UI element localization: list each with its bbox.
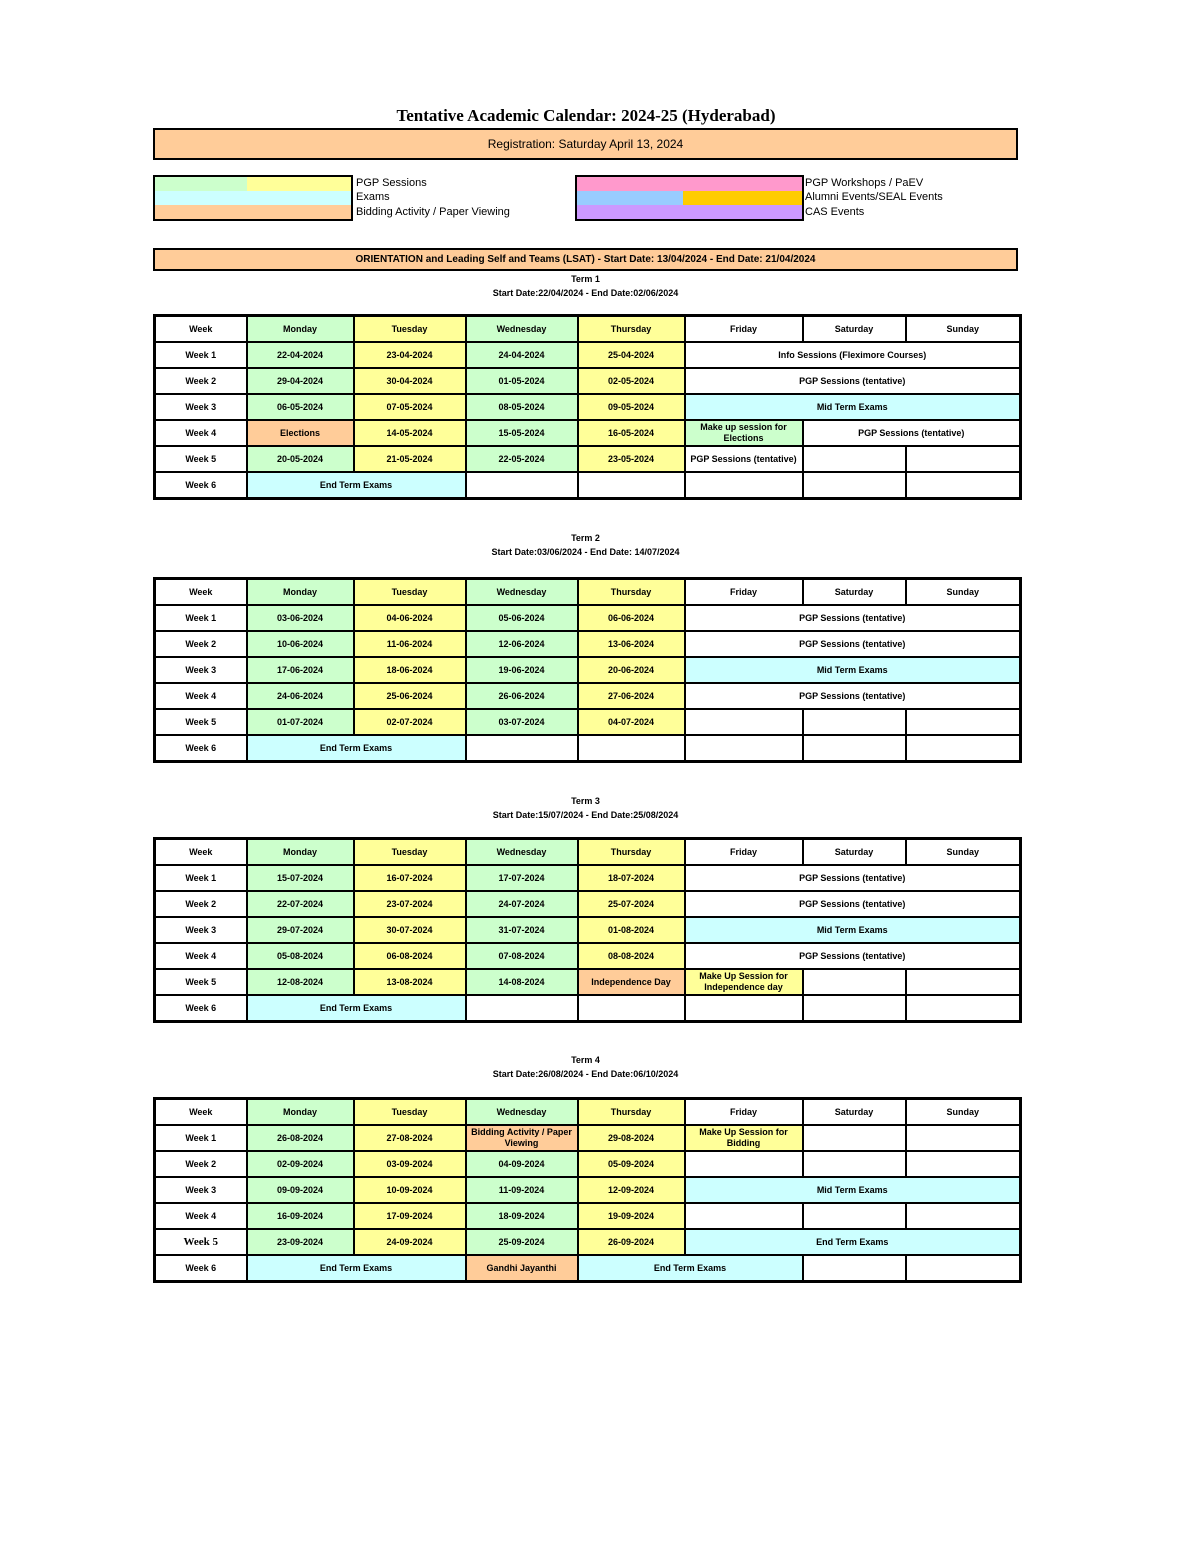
term-dates: Start Date:22/04/2024 - End Date:02/06/2024 — [492, 288, 679, 298]
friday-cell: PGP Sessions (tentative) — [685, 446, 803, 472]
tuesday-cell: 02-07-2024 — [354, 709, 466, 735]
tuesday-cell: 07-05-2024 — [354, 394, 466, 420]
monday-cell: 15-07-2024 — [247, 865, 354, 891]
table-row — [155, 394, 1021, 420]
legend-swatch-workshops — [577, 177, 802, 191]
term-4-table — [153, 1097, 1022, 1283]
week-label: Week 5 — [155, 709, 247, 735]
header-row — [155, 839, 1021, 866]
header-tuesday: Tuesday — [354, 316, 466, 343]
wednesday-cell — [466, 995, 578, 1022]
legend-swatch-pgp-yellow — [247, 177, 351, 191]
header-thursday: Thursday — [578, 579, 685, 606]
header-saturday: Saturday — [803, 839, 906, 866]
end-term-exams-cell: End Term Exams — [247, 995, 466, 1022]
tuesday-cell: 17-09-2024 — [354, 1203, 466, 1229]
wednesday-cell: 24-07-2024 — [466, 891, 578, 917]
end-term-exams-cell: End Term Exams — [685, 1229, 1021, 1255]
week-label: Week 1 — [155, 605, 247, 631]
sunday-cell — [906, 446, 1021, 472]
thursday-cell — [578, 735, 685, 762]
term-dates: Start Date:26/08/2024 - End Date:06/10/2024 — [492, 1069, 679, 1079]
thursday-cell: 09-05-2024 — [578, 394, 685, 420]
page-title: Tentative Academic Calendar: 2024-25 (Hyderabad) — [396, 106, 776, 125]
monday-cell: 17-06-2024 — [247, 657, 354, 683]
header-monday: Monday — [247, 579, 354, 606]
wednesday-cell: 14-08-2024 — [466, 969, 578, 995]
week-label: Week 2 — [155, 1151, 247, 1177]
header-friday: Friday — [685, 579, 803, 606]
saturday-cell — [803, 735, 906, 762]
table-row — [155, 683, 1021, 709]
week-label: Week 6 — [155, 735, 247, 762]
table-row — [155, 657, 1021, 683]
wednesday-cell: 15-05-2024 — [466, 420, 578, 446]
thursday-cell: 26-09-2024 — [578, 1229, 685, 1255]
header-wednesday: Wednesday — [466, 839, 578, 866]
term-1-heading — [153, 272, 1018, 300]
header-saturday: Saturday — [803, 316, 906, 343]
thursday-cell: 19-09-2024 — [578, 1203, 685, 1229]
wednesday-cell: 11-09-2024 — [466, 1177, 578, 1203]
term-dates: Start Date:03/06/2024 - End Date: 14/07/2024 — [491, 547, 680, 557]
tuesday-cell: 14-05-2024 — [354, 420, 466, 446]
thursday-cell: 04-07-2024 — [578, 709, 685, 735]
weekend-cell: PGP Sessions (tentative) — [685, 865, 1021, 891]
header-tuesday: Tuesday — [354, 579, 466, 606]
header-wednesday: Wednesday — [466, 1099, 578, 1126]
wednesday-cell: 12-06-2024 — [466, 631, 578, 657]
thursday-cell: 27-06-2024 — [578, 683, 685, 709]
sunday-cell — [906, 1151, 1021, 1177]
saturday-cell — [803, 472, 906, 499]
thursday-cell: 13-06-2024 — [578, 631, 685, 657]
tuesday-cell: 27-08-2024 — [354, 1125, 466, 1151]
table-row — [155, 472, 1021, 499]
week-label: Week 4 — [155, 1203, 247, 1229]
header-sunday: Sunday — [906, 316, 1021, 343]
tuesday-cell: 23-07-2024 — [354, 891, 466, 917]
week-label: Week 1 — [155, 1125, 247, 1151]
week-label: Week 3 — [155, 394, 247, 420]
thursday-cell: 25-07-2024 — [578, 891, 685, 917]
week-label: Week 3 — [155, 1177, 247, 1203]
thursday-cell: 05-09-2024 — [578, 1151, 685, 1177]
legend-swatch-alumni-blue — [577, 191, 683, 205]
header-thursday: Thursday — [578, 1099, 685, 1126]
header-tuesday: Tuesday — [354, 839, 466, 866]
tuesday-cell: 03-09-2024 — [354, 1151, 466, 1177]
header-thursday: Thursday — [578, 839, 685, 866]
sunday-cell — [906, 995, 1021, 1022]
weekend-cell: PGP Sessions (tentative) — [685, 368, 1021, 394]
term-1-table — [153, 314, 1022, 500]
tuesday-cell: 10-09-2024 — [354, 1177, 466, 1203]
table-row — [155, 631, 1021, 657]
mid-term-exams-cell: Mid Term Exams — [685, 1177, 1021, 1203]
monday-cell: 05-08-2024 — [247, 943, 354, 969]
weekend-cell: PGP Sessions (tentative) — [685, 605, 1021, 631]
term-dates: Start Date:15/07/2024 - End Date:25/08/2024 — [492, 810, 679, 820]
thursday-cell: 06-06-2024 — [578, 605, 685, 631]
table-row — [155, 342, 1021, 368]
bidding-activity-cell: Bidding Activity / Paper Viewing — [466, 1125, 578, 1151]
wednesday-cell: 07-08-2024 — [466, 943, 578, 969]
header-monday: Monday — [247, 316, 354, 343]
wednesday-cell: 05-06-2024 — [466, 605, 578, 631]
thursday-cell: 16-05-2024 — [578, 420, 685, 446]
week-label: Week 6 — [155, 472, 247, 499]
term-3-heading — [153, 794, 1018, 822]
week-label: Week 5 — [155, 969, 247, 995]
week-label: Week 4 — [155, 943, 247, 969]
header-week: Week — [155, 316, 247, 343]
orientation-banner — [153, 248, 1018, 271]
table-row — [155, 1229, 1021, 1255]
header-tuesday: Tuesday — [354, 1099, 466, 1126]
legend-swatch-exams — [155, 191, 351, 205]
term-title: Term 1 — [571, 274, 600, 284]
legend-label-alumni: Alumni Events/SEAL Events — [805, 191, 943, 203]
week-label: Week 6 — [155, 995, 247, 1022]
monday-cell: 24-06-2024 — [247, 683, 354, 709]
legend-label-bidding: Bidding Activity / Paper Viewing — [356, 206, 510, 218]
table-row — [155, 1125, 1021, 1151]
saturday-cell — [803, 1125, 906, 1151]
end-term-exams-cell: End Term Exams — [578, 1255, 803, 1282]
friday-cell — [685, 1151, 803, 1177]
wednesday-cell: 01-05-2024 — [466, 368, 578, 394]
table-row — [155, 865, 1021, 891]
header-saturday: Saturday — [803, 1099, 906, 1126]
legend-swatch-cas — [577, 205, 802, 219]
legend-left-swatches — [153, 175, 353, 221]
tuesday-cell: 25-06-2024 — [354, 683, 466, 709]
friday-cell — [685, 995, 803, 1022]
header-saturday: Saturday — [803, 579, 906, 606]
mid-term-exams-cell: Mid Term Exams — [685, 394, 1021, 420]
makeup-session-cell: Make Up Session for Independence day — [685, 969, 803, 995]
weekend-cell: PGP Sessions (tentative) — [685, 943, 1021, 969]
tuesday-cell: 16-07-2024 — [354, 865, 466, 891]
table-row — [155, 943, 1021, 969]
weekend-cell: PGP Sessions (tentative) — [685, 631, 1021, 657]
independence-day-cell: Independence Day — [578, 969, 685, 995]
wednesday-cell — [466, 472, 578, 499]
sunday-cell — [906, 735, 1021, 762]
monday-cell: 12-08-2024 — [247, 969, 354, 995]
tuesday-cell: 13-08-2024 — [354, 969, 466, 995]
term-title: Term 4 — [571, 1055, 600, 1065]
term-title: Term 3 — [571, 796, 600, 806]
table-row — [155, 995, 1021, 1022]
thursday-cell: 18-07-2024 — [578, 865, 685, 891]
monday-cell: 01-07-2024 — [247, 709, 354, 735]
thursday-cell — [578, 472, 685, 499]
tuesday-cell: 30-04-2024 — [354, 368, 466, 394]
monday-cell: 20-05-2024 — [247, 446, 354, 472]
tuesday-cell: 24-09-2024 — [354, 1229, 466, 1255]
header-friday: Friday — [685, 316, 803, 343]
tuesday-cell: 21-05-2024 — [354, 446, 466, 472]
table-row — [155, 1177, 1021, 1203]
header-wednesday: Wednesday — [466, 316, 578, 343]
weekend-cell: PGP Sessions (tentative) — [685, 683, 1021, 709]
table-row — [155, 735, 1021, 762]
monday-cell: 02-09-2024 — [247, 1151, 354, 1177]
monday-cell: 29-04-2024 — [247, 368, 354, 394]
monday-cell: 03-06-2024 — [247, 605, 354, 631]
legend-swatch-pgp-green — [155, 177, 247, 191]
week-label: Week 2 — [155, 891, 247, 917]
tuesday-cell: 18-06-2024 — [354, 657, 466, 683]
term-2-heading — [153, 531, 1018, 559]
legend-swatch-alumni-orange — [683, 191, 802, 205]
legend-label-pgp: PGP Sessions — [356, 177, 427, 189]
makeup-session-cell: Make up session for Elections — [685, 420, 803, 446]
friday-cell — [685, 1203, 803, 1229]
gandhi-jayanthi-cell: Gandhi Jayanthi — [466, 1255, 578, 1282]
week-label: Week 1 — [155, 342, 247, 368]
week-label: Week 3 — [155, 917, 247, 943]
term-4-heading — [153, 1053, 1018, 1081]
friday-cell — [685, 472, 803, 499]
header-week: Week — [155, 579, 247, 606]
term-title: Term 2 — [571, 533, 600, 543]
sunday-cell — [906, 709, 1021, 735]
header-row — [155, 1099, 1021, 1126]
table-row — [155, 420, 1021, 446]
week-label: Week 5 — [155, 1229, 247, 1255]
wednesday-cell: 08-05-2024 — [466, 394, 578, 420]
legend-label-cas: CAS Events — [805, 206, 865, 218]
table-row — [155, 446, 1021, 472]
sunday-cell — [906, 1203, 1021, 1229]
table-row — [155, 709, 1021, 735]
monday-cell: 16-09-2024 — [247, 1203, 354, 1229]
end-term-exams-cell: End Term Exams — [247, 1255, 466, 1282]
saturday-cell — [803, 1255, 906, 1282]
week-label: Week 2 — [155, 368, 247, 394]
header-thursday: Thursday — [578, 316, 685, 343]
wednesday-cell: 22-05-2024 — [466, 446, 578, 472]
tuesday-cell: 23-04-2024 — [354, 342, 466, 368]
tuesday-cell: 11-06-2024 — [354, 631, 466, 657]
sunday-cell — [906, 472, 1021, 499]
saturday-cell — [803, 1203, 906, 1229]
table-row — [155, 1151, 1021, 1177]
week-label: Week 2 — [155, 631, 247, 657]
thursday-cell: 29-08-2024 — [578, 1125, 685, 1151]
header-friday: Friday — [685, 839, 803, 866]
header-week: Week — [155, 839, 247, 866]
header-row — [155, 579, 1021, 606]
wednesday-cell: 18-09-2024 — [466, 1203, 578, 1229]
header-row — [155, 316, 1021, 343]
thursday-cell: 25-04-2024 — [578, 342, 685, 368]
weekend-cell: PGP Sessions (tentative) — [685, 891, 1021, 917]
monday-cell: 26-08-2024 — [247, 1125, 354, 1151]
header-friday: Friday — [685, 1099, 803, 1126]
legend-right-swatches — [575, 175, 804, 221]
friday-cell — [685, 709, 803, 735]
registration-banner — [153, 128, 1018, 160]
wednesday-cell: 26-06-2024 — [466, 683, 578, 709]
mid-term-exams-cell: Mid Term Exams — [685, 657, 1021, 683]
week-label: Week 4 — [155, 683, 247, 709]
wednesday-cell — [466, 735, 578, 762]
monday-cell: 29-07-2024 — [247, 917, 354, 943]
registration-text: Registration: Saturday April 13, 2024 — [487, 137, 684, 151]
sunday-cell — [906, 1255, 1021, 1282]
monday-cell: 23-09-2024 — [247, 1229, 354, 1255]
end-term-exams-cell: End Term Exams — [247, 735, 466, 762]
wednesday-cell: 04-09-2024 — [466, 1151, 578, 1177]
sunday-cell — [906, 969, 1021, 995]
thursday-cell: 12-09-2024 — [578, 1177, 685, 1203]
legend-label-workshops: PGP Workshops / PaEV — [805, 177, 924, 189]
week-label: Week 3 — [155, 657, 247, 683]
saturday-cell — [803, 709, 906, 735]
saturday-cell — [803, 446, 906, 472]
week-label: Week 4 — [155, 420, 247, 446]
sunday-cell — [906, 1125, 1021, 1151]
orientation-text: ORIENTATION and Leading Self and Teams (LSAT) - Start Date: 13/04/2024 - End Date: 21/04/2024 — [355, 254, 816, 265]
elections-cell: Elections — [247, 420, 354, 446]
wednesday-cell: 03-07-2024 — [466, 709, 578, 735]
header-monday: Monday — [247, 1099, 354, 1126]
table-row — [155, 1255, 1021, 1282]
wednesday-cell: 31-07-2024 — [466, 917, 578, 943]
tuesday-cell: 30-07-2024 — [354, 917, 466, 943]
header-wednesday: Wednesday — [466, 579, 578, 606]
term-2-table — [153, 577, 1022, 763]
makeup-session-cell: Make Up Session for Bidding — [685, 1125, 803, 1151]
header-sunday: Sunday — [906, 839, 1021, 866]
table-row — [155, 1203, 1021, 1229]
thursday-cell: 02-05-2024 — [578, 368, 685, 394]
header-week: Week — [155, 1099, 247, 1126]
saturday-cell — [803, 969, 906, 995]
monday-cell: 06-05-2024 — [247, 394, 354, 420]
saturday-cell — [803, 1151, 906, 1177]
week-label: Week 1 — [155, 865, 247, 891]
legend-swatch-bidding — [155, 205, 351, 219]
weekend-cell: Info Sessions (Fleximore Courses) — [685, 342, 1021, 368]
thursday-cell: 01-08-2024 — [578, 917, 685, 943]
tuesday-cell: 06-08-2024 — [354, 943, 466, 969]
mid-term-exams-cell: Mid Term Exams — [685, 917, 1021, 943]
friday-cell — [685, 735, 803, 762]
week-label: Week 6 — [155, 1255, 247, 1282]
wednesday-cell: 25-09-2024 — [466, 1229, 578, 1255]
weekend-cell: PGP Sessions (tentative) — [803, 420, 1021, 446]
header-monday: Monday — [247, 839, 354, 866]
thursday-cell: 08-08-2024 — [578, 943, 685, 969]
monday-cell: 22-04-2024 — [247, 342, 354, 368]
monday-cell: 10-06-2024 — [247, 631, 354, 657]
wednesday-cell: 19-06-2024 — [466, 657, 578, 683]
table-row — [155, 891, 1021, 917]
wednesday-cell: 24-04-2024 — [466, 342, 578, 368]
table-row — [155, 969, 1021, 995]
legend-label-exams: Exams — [356, 191, 390, 203]
term-3-table — [153, 837, 1022, 1023]
tuesday-cell: 04-06-2024 — [354, 605, 466, 631]
monday-cell: 09-09-2024 — [247, 1177, 354, 1203]
saturday-cell — [803, 995, 906, 1022]
week-label: Week 5 — [155, 446, 247, 472]
header-sunday: Sunday — [906, 579, 1021, 606]
thursday-cell: 23-05-2024 — [578, 446, 685, 472]
end-term-exams-cell: End Term Exams — [247, 472, 466, 499]
header-sunday: Sunday — [906, 1099, 1021, 1126]
table-row — [155, 368, 1021, 394]
thursday-cell: 20-06-2024 — [578, 657, 685, 683]
monday-cell: 22-07-2024 — [247, 891, 354, 917]
table-row — [155, 605, 1021, 631]
wednesday-cell: 17-07-2024 — [466, 865, 578, 891]
table-row — [155, 917, 1021, 943]
thursday-cell — [578, 995, 685, 1022]
